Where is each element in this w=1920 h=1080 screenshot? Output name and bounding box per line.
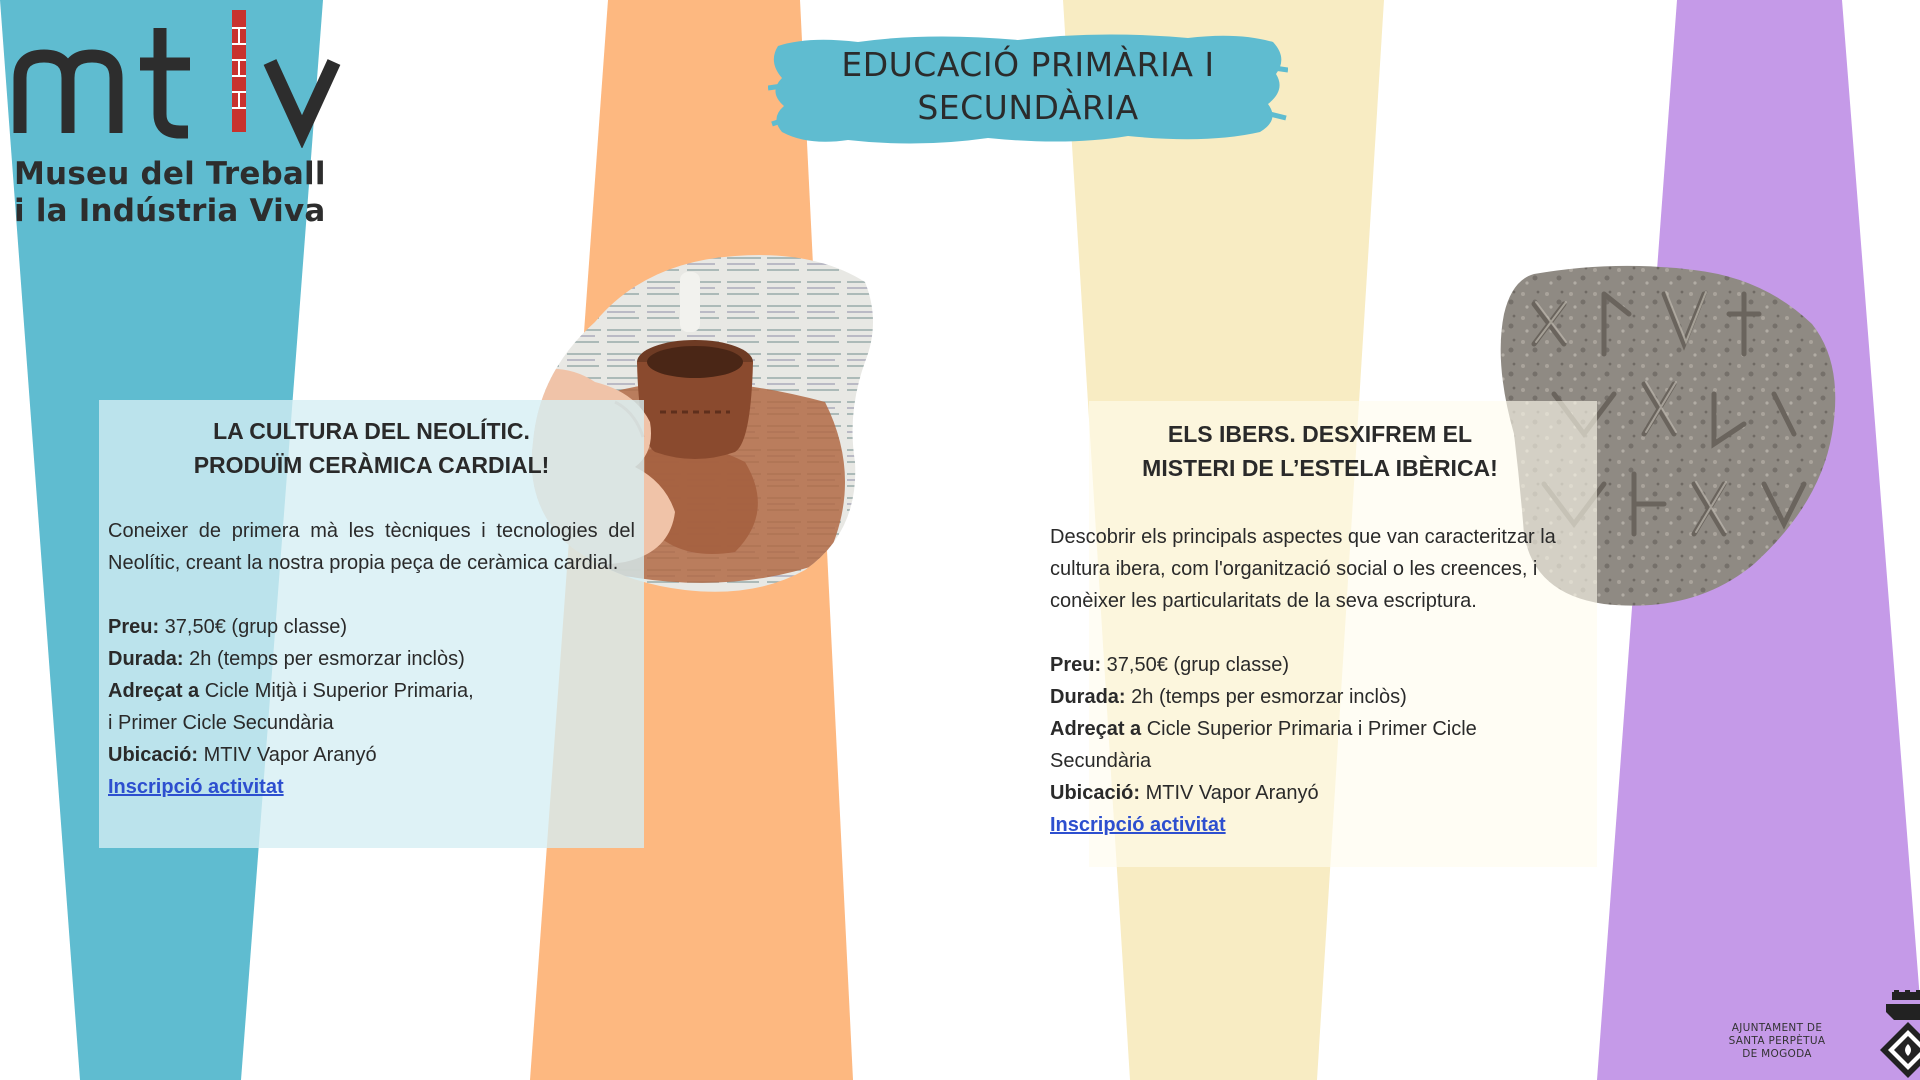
price-label: Preu:	[108, 616, 160, 638]
audience-row-continued: Secundària	[1050, 750, 1152, 772]
activity-details	[1050, 649, 1610, 809]
duration-row	[1050, 681, 1610, 713]
audience-row	[108, 675, 635, 707]
municipality-name-line3: DE MOGODA	[1742, 1048, 1812, 1060]
activity-card-iberians-content	[1050, 401, 1610, 841]
section-header	[768, 28, 1288, 150]
mtiv-wordmark-icon	[12, 8, 352, 148]
activity-title-line2: PRODUÏM CERÀMICA CARDIAL!	[193, 452, 550, 478]
municipality-name-line2: SANTA PERPÈTUA	[1728, 1035, 1826, 1047]
activity-title	[1050, 401, 1590, 485]
price-row	[108, 611, 635, 643]
museum-name-line1: Museu del Treball	[14, 156, 326, 192]
page-title	[768, 43, 1288, 129]
activity-description-line2: cultura ibera, com l'organització social o les creences, i	[1050, 558, 1538, 580]
registration-link[interactable]: Inscripció activitat	[108, 776, 284, 798]
municipal-crest-icon	[1878, 990, 1920, 1080]
museum-logo[interactable]	[12, 8, 352, 228]
duration-label: Durada:	[1050, 686, 1126, 708]
audience-label: Adreçat a	[108, 680, 200, 702]
price-label: Preu:	[1050, 654, 1102, 676]
activity-description-line1: Descobrir els principals aspectes que van caracteritzar la	[1050, 526, 1556, 548]
duration-value: 2h (temps per esmorzar inclòs)	[183, 648, 465, 670]
page-title-line2: SECUNDÀRIA	[917, 88, 1139, 127]
duration-row	[108, 643, 635, 675]
activity-title	[108, 414, 635, 482]
audience-value: Cicle Mitjà i Superior Primaria,	[199, 680, 474, 702]
activity-description-line3: conèixer les particularitats de la seva escriptura.	[1050, 590, 1477, 612]
audience-value: Cicle Superior Primaria i Primer Cicle	[1141, 718, 1477, 740]
municipality-name	[1718, 1022, 1836, 1061]
duration-label: Durada:	[108, 648, 184, 670]
location-row	[1050, 777, 1610, 809]
activity-title-line1: ELS IBERS. DESXIFREM EL	[1167, 421, 1473, 447]
registration-link[interactable]: Inscripció activitat	[1050, 814, 1226, 836]
audience-row-continued: i Primer Cicle Secundària	[108, 712, 334, 734]
activity-title-line2: MISTERI DE L’ESTELA IBÈRICA!	[1142, 455, 1498, 481]
activity-description: Coneixer de primera mà les tècniques i tecnologies del Neolític, creant la nostra propia peça de ceràmica cardial.	[108, 520, 635, 574]
location-label: Ubicació:	[1050, 782, 1141, 804]
price-value: 37,50€ (grup classe)	[1101, 654, 1290, 676]
page-title-line1: EDUCACIÓ PRIMÀRIA I	[841, 45, 1215, 84]
price-value: 37,50€ (grup classe)	[159, 616, 348, 638]
location-row	[108, 739, 635, 771]
location-label: Ubicació:	[108, 744, 199, 766]
duration-value: 2h (temps per esmorzar inclòs)	[1125, 686, 1407, 708]
location-value: MTIV Vapor Aranyó	[1140, 782, 1319, 804]
museum-name-line2: i la Indústria Viva	[14, 193, 326, 229]
activity-description	[1050, 521, 1602, 617]
activity-card-neolithic	[99, 400, 644, 848]
municipality-name-line1: AJUNTAMENT DE	[1731, 1022, 1823, 1034]
municipality-logo[interactable]	[1718, 990, 1918, 1080]
location-value: MTIV Vapor Aranyó	[198, 744, 377, 766]
audience-row	[1050, 713, 1610, 745]
activity-title-line1: LA CULTURA DEL NEOLÍTIC.	[213, 418, 530, 444]
activity-details	[108, 611, 635, 771]
audience-label: Adreçat a	[1050, 718, 1142, 740]
museum-name	[14, 156, 354, 230]
price-row	[1050, 649, 1610, 681]
